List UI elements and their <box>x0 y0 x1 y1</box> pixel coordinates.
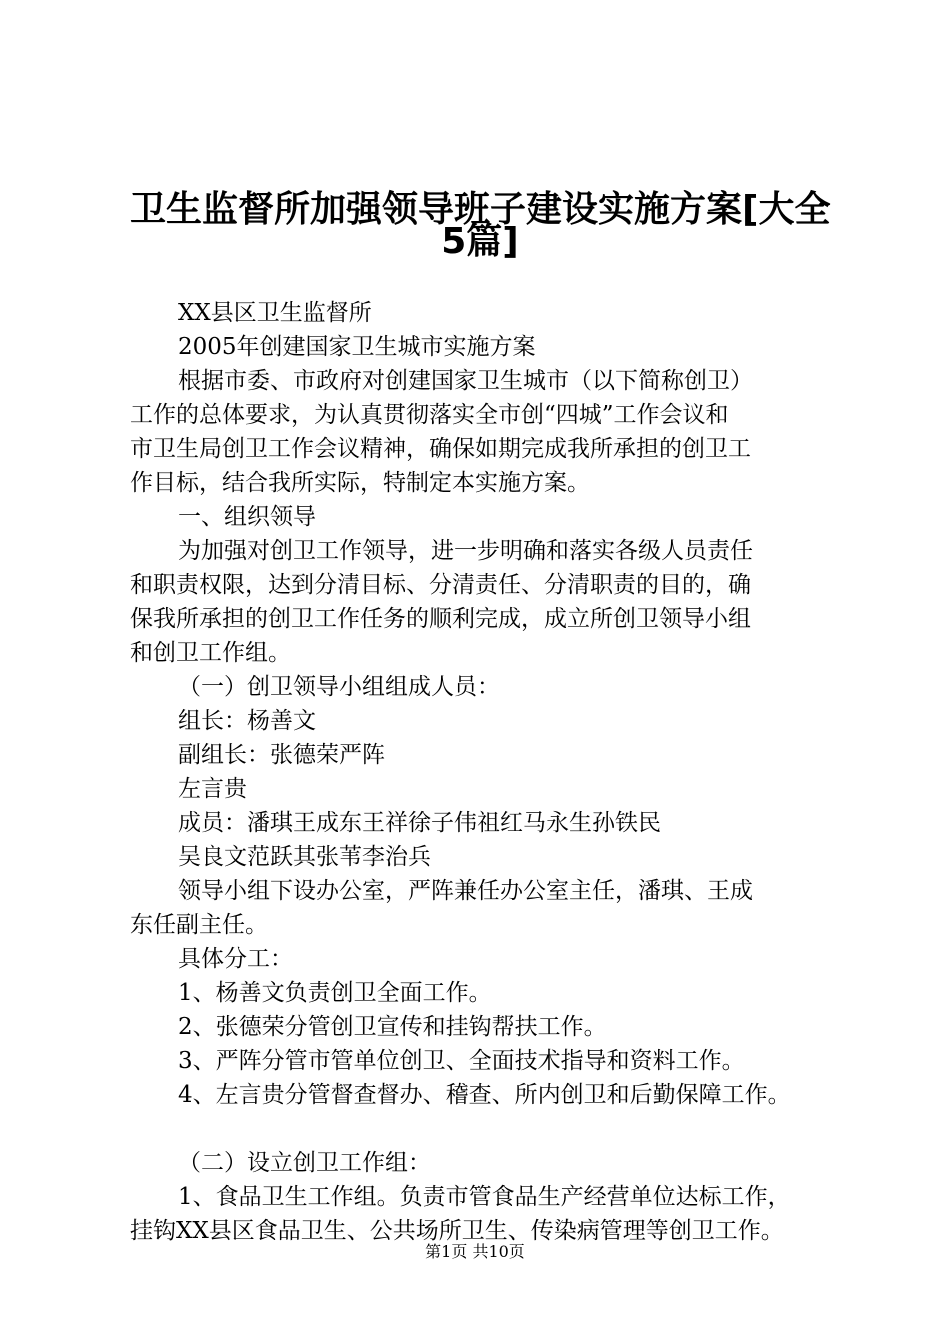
paragraph-line: 为加强对创卫工作领导，进一步明确和落实各级人员责任 <box>178 538 753 564</box>
paragraph-line: 副组长：张德荣严阵 <box>178 742 385 768</box>
page-footer: 第1页 共10页 <box>425 1242 525 1261</box>
paragraph-line: 组长：杨善文 <box>178 708 316 734</box>
paragraph-line: 一、组织领导 <box>178 504 316 530</box>
paragraph-line: 1、食品卫生工作组。负责市管食品生产经营单位达标工作， <box>178 1184 791 1210</box>
paragraph-line: 领导小组下设办公室，严阵兼任办公室主任，潘琪、王成 <box>178 878 753 904</box>
paragraph-line: （一）创卫领导小组组成人员： <box>178 674 500 700</box>
paragraph-line: 吴良文范跃其张苇李治兵 <box>178 844 431 870</box>
document-body <box>130 296 830 1248</box>
paragraph-line: XX县区卫生监督所 <box>178 300 372 326</box>
paragraph-line: 成员：潘琪王成东王祥徐子伟祖红马永生孙铁民 <box>178 810 661 836</box>
paragraph-line: 保我所承担的创卫工作任务的顺利完成，成立所创卫领导小组 <box>130 606 751 632</box>
paragraph-line: 4、左言贵分管督查督办、稽查、所内创卫和后勤保障工作。 <box>178 1082 791 1108</box>
paragraph-line: 和职责权限，达到分清目标、分清责任、分清职责的目的，确 <box>130 572 751 598</box>
paragraph-line: 市卫生局创卫工作会议精神，确保如期完成我所承担的创卫工 <box>130 436 751 462</box>
document-title-line-1: 卫生监督所加强领导班子建设实施方案[大全 <box>130 189 831 230</box>
paragraph-line: （二）设立创卫工作组： <box>178 1150 431 1176</box>
paragraph-line: 和创卫工作组。 <box>130 640 291 666</box>
paragraph-line: 1、杨善文负责创卫全面工作。 <box>178 980 492 1006</box>
paragraph-line: 2、张德荣分管创卫宣传和挂钩帮扶工作。 <box>178 1014 607 1040</box>
paragraph-line: 挂钩XX县区食品卫生、公共场所卫生、传染病管理等创卫工作。 <box>130 1218 784 1244</box>
paragraph-line: 左言贵 <box>178 776 247 802</box>
paragraph-line: 作目标，结合我所实际，特制定本实施方案。 <box>130 470 590 496</box>
paragraph-line: 具体分工： <box>178 946 293 972</box>
paragraph-line <box>130 1112 830 1146</box>
paragraph-line: 根据市委、市政府对创建国家卫生城市（以下简称创卫） <box>178 368 753 394</box>
paragraph-line: 东任副主任。 <box>130 912 268 938</box>
paragraph-line: 2005年创建国家卫生城市实施方案 <box>178 334 536 360</box>
paragraph-line: 工作的总体要求，为认真贯彻落实全市创“四城”工作会议和 <box>130 402 729 428</box>
paragraph-line: 3、严阵分管市管单位创卫、全面技术指导和资料工作。 <box>178 1048 745 1074</box>
document-title-line-2: 5篇] <box>441 221 519 262</box>
